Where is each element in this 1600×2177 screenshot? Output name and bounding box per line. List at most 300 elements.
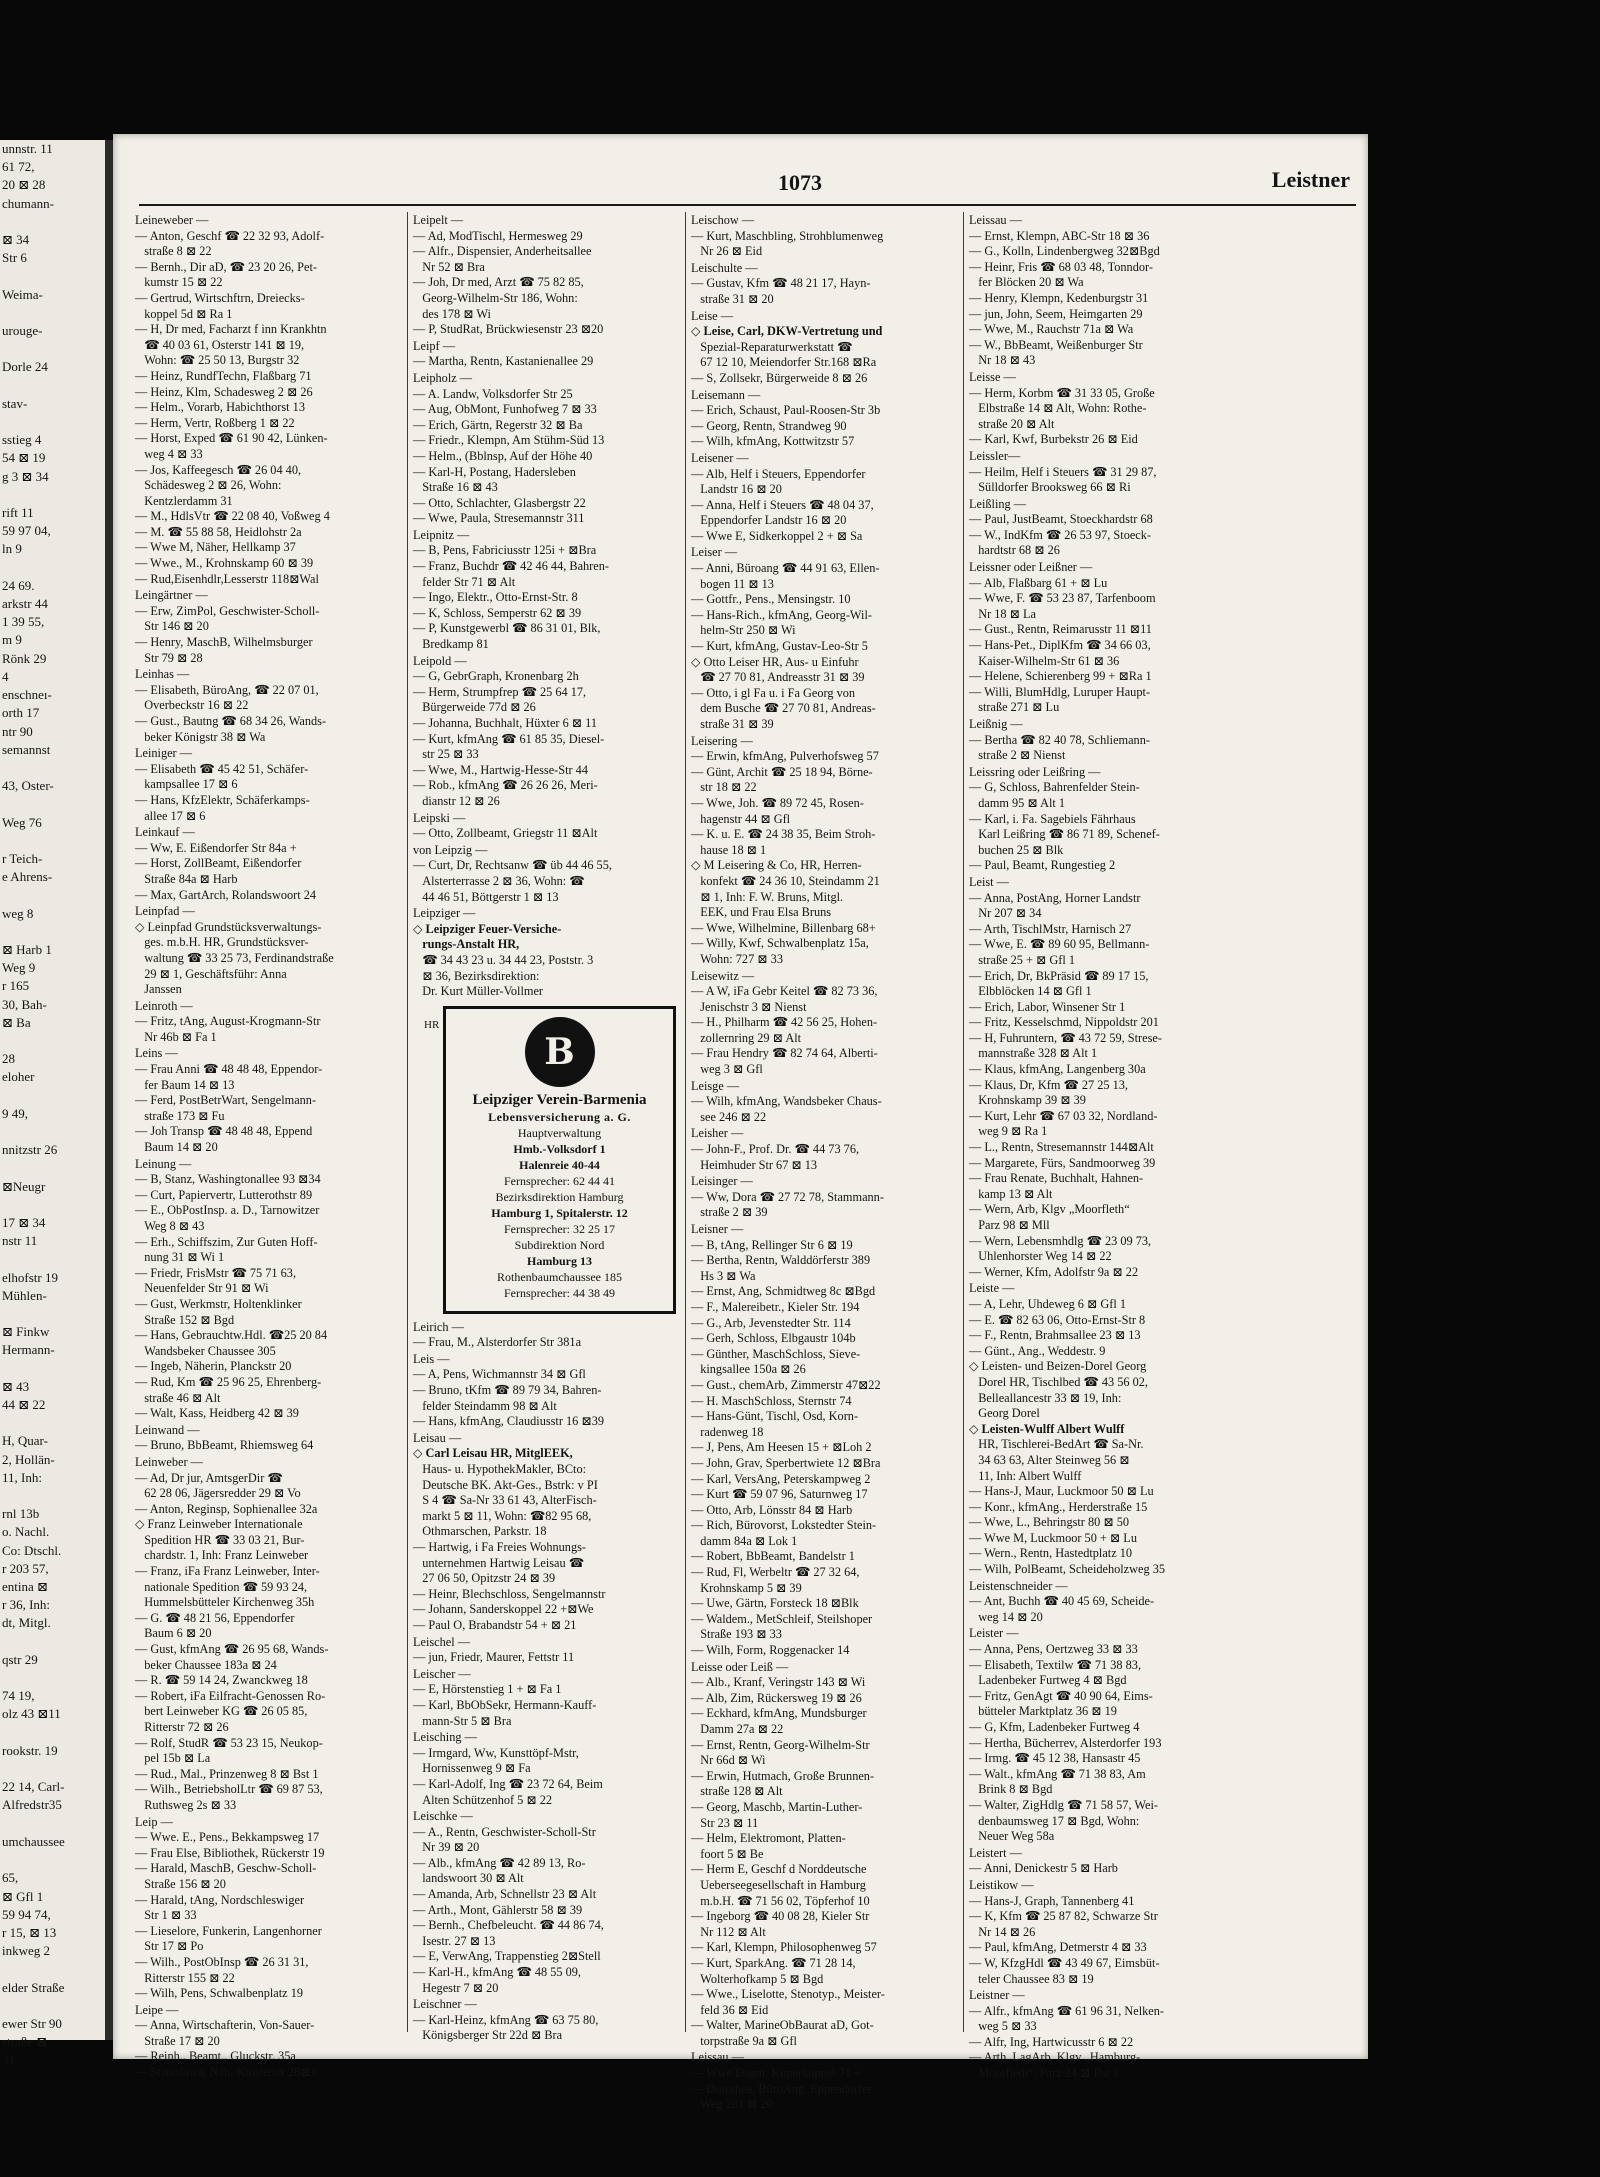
directory-entry: Straße 84a ⊠ Harb: [135, 871, 238, 886]
ad-line: Subdirektion Nord: [514, 1237, 605, 1252]
directory-entry: — R. ☎ 59 14 24, Zwanckweg 18: [135, 1673, 308, 1688]
directory-entry: — Bertha ☎ 82 40 78, Schliemann-: [969, 732, 1150, 747]
directory-entry: — Günt, Archit ☎ 25 18 94, Börne-: [691, 764, 873, 779]
directory-entry: Spezial-Reparaturwerkstatt ☎: [691, 339, 853, 354]
adjacent-page-fragment: [0, 759, 105, 777]
surname-heading: Leißling —: [969, 496, 1027, 511]
directory-entry: Ruthsweg 2s ⊠ 33: [135, 1797, 237, 1812]
directory-entry: des 178 ⊠ Wi: [413, 306, 491, 321]
directory-entry: — Karl-H, Postang, Hadersleben: [413, 464, 576, 479]
directory-entry: ⊠ 1, Inh: F. W. Bruns, Mitgl.: [691, 889, 844, 904]
directory-entry: — Wilh, Form, Roggenacker 14: [691, 1643, 850, 1658]
directory-entry: Weg 8 ⊠ 43: [135, 1219, 205, 1233]
adjacent-page-fragment: [0, 886, 105, 904]
directory-entry: chardstr. 1, Inh: Franz Leinweber: [135, 1548, 309, 1563]
directory-entry: Nr 46b ⊠ Fa 1: [135, 1029, 217, 1044]
directory-entry: mannstraße 328 ⊠ Alt 1: [969, 1046, 1098, 1061]
directory-entry: — S, Zollsekr, Bürgerweide 8 ⊠ 26: [691, 370, 868, 385]
surname-heading: Leisener —: [691, 450, 749, 465]
surname-heading: Leissler—: [969, 448, 1021, 463]
directory-entry: — Günther, MaschSchloss, Sieve-: [691, 1346, 861, 1361]
directory-entry: — Ingeb, Näherin, Planckstr 20: [135, 1359, 292, 1374]
directory-entry: — Elisabeth ☎ 45 42 51, Schäfer-: [135, 761, 309, 776]
directory-entry: Hummelsbütteler Kirchenweg 35h: [135, 1595, 315, 1610]
directory-entry: — Max, GartArch, Rolandswoort 24: [135, 887, 317, 902]
directory-entry: Str 23 ⊠ 11: [691, 1815, 759, 1830]
adjacent-page-fragment: Alfredstr35: [2, 1797, 62, 1813]
directory-entry: Bredkamp 81: [413, 637, 489, 652]
directory-entry: — G, Schloss, Bahrenfelder Stein-: [969, 780, 1140, 795]
directory-entry: kamp 13 ⊠ Alt: [969, 1186, 1053, 1201]
directory-entry: — Eckhard, kfmAng, Mundsburger: [691, 1706, 867, 1721]
directory-entry: ☎ 40 03 61, Osterstr 141 ⊠ 19,: [135, 337, 305, 352]
directory-entry: Georg-Wilhelm-Str 186, Wohn:: [413, 290, 578, 305]
ad-line: Halenreie 40-44: [519, 1157, 600, 1172]
directory-entry: m.b.H. ☎ 71 56 02, Töpferhof 10: [691, 1893, 870, 1908]
page-number: 1073: [778, 170, 822, 195]
directory-entry: — John, Grav, Sperbertwiete 12 ⊠Bra: [691, 1455, 881, 1470]
directory-entry: — Wwe, M., Hartwig-Hesse-Str 44: [413, 762, 588, 777]
directory-entry: — Georg, Rentn, Strandweg 90: [691, 418, 847, 433]
directory-entry: — Karl-Adolf, Ing ☎ 23 72 64, Beim: [413, 1776, 603, 1791]
directory-entry: — Paul O, Brabandstr 54 + ⊠ 21: [413, 1617, 577, 1632]
directory-entry: — Wilh., PostObInsp ☎ 26 31 31,: [135, 1954, 309, 1969]
directory-entry: — Rud., Mal., Prinzenweg 8 ⊠ Bst 1: [135, 1766, 319, 1781]
adjacent-page-fragment: ⊠ Finkw: [2, 1324, 50, 1340]
directory-entry: hagenstr 44 ⊠ Gfl: [691, 811, 791, 826]
surname-heading: Leip —: [135, 1814, 173, 1829]
directory-entry: mann-Str 5 ⊠ Bra: [413, 1713, 512, 1728]
adjacent-page-fragment: umchaussee: [2, 1833, 65, 1849]
directory-entry: felder Str 71 ⊠ Alt: [413, 574, 516, 589]
directory-entry: kingsallee 150a ⊠ 26: [691, 1362, 806, 1377]
directory-entry: — Rud, Km ☎ 25 96 25, Ehrenberg-: [135, 1374, 322, 1389]
directory-entry: — Kurt, kfmAng, Gustav-Leo-Str 5: [691, 639, 868, 654]
directory-entry: — W., IndKfm ☎ 26 53 97, Stoeck-: [969, 527, 1151, 542]
directory-entry: Sülldorfer Brooksweg 66 ⊠ Ri: [969, 480, 1131, 495]
surname-heading: Leinhas —: [135, 667, 190, 682]
directory-entry: 34 63 63, Alter Steinweg 56 ⊠: [969, 1452, 1130, 1467]
adjacent-page-fragment: H, Quar-: [2, 1433, 48, 1449]
adjacent-page-fragment: [0, 1087, 105, 1105]
directory-entry: ☎ 27 70 81, Andreasstr 31 ⊠ 39: [691, 670, 865, 685]
directory-entry: — H. MaschSchloss, Sternstr 74: [691, 1393, 852, 1408]
directory-entry: ◇ Leipziger Feuer-Versiche-: [413, 921, 562, 936]
directory-entry: pel 15b ⊠ La: [135, 1751, 211, 1766]
directory-entry: — Amanda, Arb, Schnellstr 23 ⊠ Alt: [413, 1887, 597, 1902]
directory-entry: — Erh., Schiffszim, Zur Guten Hoff-: [135, 1234, 318, 1249]
directory-entry: — G., Arb, Jevenstedter Str. 114: [691, 1315, 851, 1330]
adjacent-page-fragment: 74 19,: [2, 1688, 35, 1704]
directory-entry: — Kurt, Lehr ☎ 67 03 32, Nordland-: [969, 1108, 1158, 1123]
directory-entry: — Alb, Helf i Steuers, Eppendorfer: [691, 466, 866, 481]
ad-hr-label: HR: [424, 1018, 440, 1031]
directory-entry: — Gust, kfmAng ☎ 26 95 68, Wands-: [135, 1642, 329, 1657]
adjacent-page-fragment: [0, 1669, 105, 1687]
directory-entry: Bürgerweide 77d ⊠ 26: [413, 700, 536, 715]
directory-entry: — Alb, Flaßbarg 61 + ⊠ Lu: [969, 575, 1108, 590]
directory-entry: weg 9 ⊠ Ra 1: [969, 1124, 1048, 1139]
adjacent-page-fragment: entina ⊠: [2, 1579, 48, 1595]
directory-entry: — Stanislawa, Näh, Klosterstr 28⊠1: [135, 2065, 317, 2080]
adjacent-page-fragment: [0, 1487, 105, 1505]
directory-entry: — Ad, Dr jur, AmtsgerDir ☎: [135, 1470, 283, 1485]
adjacent-page-fragment: [0, 1032, 105, 1050]
adjacent-page-fragment: 20 ⊠ 28: [2, 177, 46, 193]
directory-entry: — Robert, iFa Eilfracht-Genossen Ro-: [135, 1688, 326, 1703]
directory-entry: — Anton, Reginsp, Sophienallee 32a: [135, 1501, 318, 1516]
directory-entry: nationale Spedition ☎ 59 93 24,: [135, 1579, 308, 1594]
adjacent-page-fragment: elhofstr 19: [2, 1269, 58, 1285]
directory-entry: — Frau Anni ☎ 48 48 48, Eppendor-: [135, 1062, 323, 1077]
directory-entry: — Wwe, Paula, Stresemannstr 311: [413, 511, 585, 526]
directory-entry: ◇ Leinpfad Grundstücksverwaltungs-: [135, 919, 322, 934]
adjacent-page-fragment: 11, Inh:: [2, 1469, 42, 1485]
directory-entry: — H., Philharm ☎ 42 56 25, Hohen-: [691, 1015, 878, 1030]
directory-entry: — Helm., Vorarb, Habichthorst 13: [135, 400, 305, 415]
surname-heading: Leischow —: [691, 213, 755, 227]
directory-entry: — B, Pens, Fabriciusstr 125i + ⊠Bra: [413, 543, 597, 558]
adjacent-page-fragment: [0, 1851, 105, 1869]
directory-entry: — Anna, Helf i Steuers ☎ 48 04 37,: [691, 497, 874, 512]
directory-entry: weg 14 ⊠ 20: [969, 1609, 1043, 1624]
surname-heading: Leistner —: [969, 1988, 1025, 2003]
directory-entry: foort 5 ⊠ Be: [691, 1846, 764, 1861]
surname-heading: Leins —: [135, 1046, 178, 1061]
directory-entry: — Alb., kfmAng ☎ 42 89 13, Ro-: [413, 1855, 586, 1870]
adjacent-page-fragment: 30, Bah-: [2, 996, 47, 1012]
directory-entry: — Wern, Lebensmhdlg ☎ 23 09 73,: [969, 1233, 1152, 1248]
directory-entry: — Alfr., Dispensier, Anderheitsallee: [413, 244, 592, 259]
directory-entry: — Ww, Dora ☎ 27 72 78, Stammann-: [691, 1189, 884, 1204]
directory-entry: Ritterstr 155 ⊠ 22: [135, 1970, 235, 1985]
directory-entry: — A., Rentn, Geschwister-Scholl-Str: [413, 1824, 596, 1839]
directory-entry: allee 17 ⊠ 6: [135, 808, 206, 823]
directory-entry: — Heinr, Blechschloss, Sengelmannstr: [413, 1586, 606, 1601]
adjacent-page-fragment: [0, 1305, 105, 1323]
directory-entry: — Kurt, kfmAng ☎ 61 85 35, Diesel-: [413, 731, 605, 746]
directory-entry: teler Chaussee 83 ⊠ 19: [969, 1971, 1094, 1986]
directory-entry: Hegestr 7 ⊠ 20: [413, 1980, 499, 1995]
adjacent-page-fragment: Weg 76: [2, 814, 42, 830]
directory-entry: hause 18 ⊠ 1: [691, 842, 767, 857]
directory-entry: — Frau Else, Bibliothek, Rückerstr 19: [135, 1845, 325, 1860]
directory-entry: koppel 5d ⊠ Ra 1: [135, 306, 233, 321]
ad-line: Hmb.-Volksdorf 1: [513, 1141, 606, 1156]
directory-entry: waltung ☎ 33 25 73, Ferdinandstraße: [135, 950, 334, 965]
surname-heading: Leipski —: [413, 810, 466, 825]
directory-entry: — Anni, Büroang ☎ 44 91 63, Ellen-: [691, 561, 880, 576]
directory-entry: — Wwe M, Luckmoor 50 + ⊠ Lu: [969, 1530, 1137, 1545]
directory-entry: straße 2 ⊠ Nienst: [969, 748, 1066, 763]
surname-heading: Leisge —: [691, 1078, 740, 1093]
adjacent-page-fragment: Dorle 24: [2, 359, 48, 375]
adjacent-page-fragment: 44 ⊠ 22: [2, 1397, 46, 1413]
surname-heading: von Leipzig —: [413, 842, 488, 857]
directory-entry: Nr 18 ⊠ La: [969, 606, 1036, 621]
directory-entry: — Erich, Gärtn, Regerstr 32 ⊠ Ba: [413, 417, 583, 432]
ad-line: Fernsprecher: 62 44 41: [504, 1173, 615, 1188]
directory-entry: — Joh Transp ☎ 48 48 48, Eppend: [135, 1124, 313, 1139]
directory-entry: — Jos, Kaffeegesch ☎ 26 04 40,: [135, 462, 302, 477]
directory-entry: — Margarete, Fürs, Sandmoorweg 39: [969, 1155, 1156, 1170]
directory-entry: straße 31 ⊠ 39: [691, 717, 774, 731]
directory-entry: — Alfr., kfmAng ☎ 61 96 31, Nelken-: [969, 2003, 1164, 2018]
directory-entry: Deutsche BK. Akt-Ges., Bstrk: v PI: [413, 1477, 598, 1492]
directory-entry: — E, VerwAng, Trappenstieg 2⊠Stell: [413, 1949, 601, 1964]
adjacent-page-fragment: 17 ⊠ 34: [2, 1214, 46, 1230]
adjacent-page-fragment: [0, 1960, 105, 1978]
directory-entry: Uhlenhorster Weg 14 ⊠ 22: [969, 1249, 1112, 1264]
directory-entry: — Erwin, kfmAng, Pulverhofsweg 57: [691, 749, 879, 764]
directory-entry: HR, Tischlerei-BedArt ☎ Sa-Nr.: [969, 1437, 1144, 1452]
directory-entry: kampsallee 17 ⊠ 6: [135, 777, 238, 792]
adjacent-page-fragment: enschneı-: [2, 687, 52, 703]
directory-entry: — Horst, Exped ☎ 61 90 42, Lünken-: [135, 431, 328, 446]
surname-heading: Leiniger —: [135, 746, 193, 761]
surname-heading: Leisau —: [413, 1430, 462, 1445]
surname-heading: Leistenschneider —: [969, 1578, 1068, 1593]
directory-entry: — F., Rentn, Brahmsallee 23 ⊠ 13: [969, 1328, 1141, 1343]
directory-entry: — jun, Friedr, Maurer, Fettstr 11: [413, 1650, 575, 1665]
adjacent-page-fragment: 28: [2, 1051, 15, 1067]
directory-entry: Nr 18 ⊠ 43: [969, 353, 1036, 368]
directory-entry: — Wilh., BetriebsholLtr ☎ 69 87 53,: [135, 1782, 323, 1797]
column-divider: [685, 212, 686, 2032]
directory-entry: konfekt ☎ 24 36 10, Steindamm 21: [691, 873, 880, 888]
directory-entry: feld 36 ⊠ Eid: [691, 2002, 769, 2017]
directory-entry: — Hans-Pet., DiplKfm ☎ 34 66 03,: [969, 638, 1151, 653]
adjacent-page-fragment: Weima-: [2, 286, 43, 302]
directory-entry: Hornissenweg 9 ⊠ Fa: [413, 1761, 531, 1776]
directory-entry: Spedition HR ☎ 33 03 21, Bur-: [135, 1532, 305, 1547]
directory-entry: — Karl-H., kfmAng ☎ 48 55 09,: [413, 1965, 581, 1980]
directory-entry: — Hans-J, Maur, Luckmoor 50 ⊠ Lu: [969, 1484, 1154, 1499]
directory-entry: Straße 17 ⊠ 20: [135, 2033, 220, 2048]
directory-entry: — Arth, LagArb, Klgv „Hamburg-: [969, 2050, 1141, 2065]
directory-entry: Dr. Kurt Müller-Vollmer: [413, 984, 543, 999]
adjacent-page-fragment: weg 8: [2, 905, 34, 921]
directory-entry: Wohn: ☎ 25 50 13, Burgstr 32: [135, 353, 300, 368]
directory-entry: Haus- u. HypothekMakler, BCto:: [413, 1462, 587, 1477]
adjacent-page-fragment: arkstr 44: [2, 596, 48, 612]
adjacent-page-fragment: 1 39 55,: [2, 614, 45, 630]
surname-heading: Leipnitz —: [413, 527, 470, 542]
directory-entry: — Wilh, PolBeamt, Scheideholzweg 35: [969, 1562, 1165, 1577]
adjacent-page-fragment: [0, 1196, 105, 1214]
directory-entry: — Frau Hendry ☎ 82 74 64, Alberti-: [691, 1046, 878, 1061]
column-3: [691, 212, 958, 2112]
directory-entry: — L., Rentn, Stresemannstr 144⊠Alt: [969, 1140, 1154, 1155]
surname-heading: Leistert —: [969, 1845, 1022, 1860]
directory-entry: ◇ Franz Leinweber Internationale: [135, 1517, 303, 1532]
adjacent-page-fragment: nnitzstr 26: [2, 1142, 58, 1158]
directory-entry: straße 25 + ⊠ Gfl 1: [969, 952, 1076, 967]
directory-entry: — M. ☎ 55 88 58, Heidlohstr 2a: [135, 524, 302, 539]
barmenia-logo-icon: B: [525, 1017, 595, 1087]
directory-entry: — Friedr, FrisMstr ☎ 75 71 63,: [135, 1265, 297, 1280]
directory-entry: — W, KfzgHdl ☎ 43 49 67, Eimsbüt-: [969, 1955, 1160, 1970]
directory-entry: Ueberseegesellschaft in Hamburg: [691, 1877, 866, 1892]
directory-entry: — G., Kolln, Lindenbergweg 32⊠Bgd: [969, 244, 1160, 259]
directory-entry: — Franz, Buchdr ☎ 42 46 44, Bahren-: [413, 559, 609, 574]
directory-entry: zollernring 29 ⊠ Alt: [691, 1030, 802, 1045]
directory-entry: Karl Leißring ☎ 86 71 89, Schenef-: [969, 827, 1160, 842]
directory-entry: — Rolf, StudR ☎ 53 23 15, Neukop-: [135, 1735, 323, 1750]
directory-entry: — Erich, Dr, BkPräsid ☎ 89 17 15,: [969, 968, 1149, 983]
directory-entry: — Aug, ObMont, Funhofweg 7 ⊠ 33: [413, 402, 597, 417]
directory-entry: — Rich, Bürovorst, Lokstedter Stein-: [691, 1518, 877, 1533]
running-head: Leistner: [1271, 167, 1350, 192]
directory-entry: — Karl, Kwf, Burbekstr 26 ⊠ Eid: [969, 432, 1138, 447]
book-gutter: [105, 140, 113, 2040]
adjacent-page-fragment: Rönk 29: [2, 650, 47, 666]
adjacent-page-fragment: [0, 213, 105, 231]
directory-entry: Krohnskamp 39 ⊠ 39: [969, 1093, 1086, 1108]
surname-heading: Leisner —: [691, 1222, 744, 1236]
directory-entry: — Gust, Werkmstr, Holtenklinker: [135, 1296, 302, 1311]
directory-entry: — Otto, Arb, Lönsstr 84 ⊠ Harb: [691, 1502, 853, 1517]
adjacent-page-fragment: urouge-: [2, 323, 43, 339]
directory-entry: — Ernst, Klempn, ABC-Str 18 ⊠ 36: [969, 228, 1150, 243]
directory-entry: straße 173 ⊠ Fu: [135, 1108, 225, 1123]
directory-entry: — Alb., Kranf, Veringstr 143 ⊠ Wi: [691, 1675, 866, 1690]
directory-entry: bert Leinweber KG ☎ 26 05 85,: [135, 1704, 308, 1719]
directory-entry: — Ferd, PostBetrWart, Sengelmann-: [135, 1093, 317, 1108]
directory-entry: — Wilh, kfmAng, Wandsbeker Chaus-: [691, 1094, 882, 1109]
adjacent-page-fragment: e Ahrens-: [2, 869, 53, 885]
directory-entry: — Gertrud, Wirtschftrn, Dreiecks-: [135, 290, 305, 305]
adjacent-page-fragment: olz 43 ⊠11: [2, 1706, 61, 1722]
surname-heading: Leineweber —: [135, 213, 209, 227]
directory-entry: felder Steindamm 98 ⊠ Alt: [413, 1398, 557, 1413]
adjacent-page-fragment: ⊠ Harb 1: [2, 941, 52, 957]
adjacent-page-fragment: qstr 29: [2, 1651, 38, 1667]
adjacent-page-fragment: [0, 340, 105, 358]
directory-entry: — Bernh., Chefbeleucht. ☎ 44 86 74,: [413, 1918, 604, 1933]
directory-entry: Wandsbeker Chaussee 305: [135, 1343, 276, 1358]
adjacent-page-fragment: sstieg 4: [2, 432, 42, 448]
directory-entry: — Willy, Kwf, Schwalbenplatz 15a,: [691, 936, 869, 951]
directory-entry: ◇ Leisten- und Beizen-Dorel Georg: [969, 1359, 1147, 1374]
surname-heading: Leisemann —: [691, 387, 761, 402]
adjacent-page-fragment: 59 94 74,: [2, 1906, 51, 1922]
directory-entry: — Fritz, GenAgt ☎ 40 90 64, Eims-: [969, 1688, 1153, 1703]
column-divider: [963, 212, 964, 2032]
directory-entry: — Elisabeth, Textilw ☎ 71 38 83,: [969, 1657, 1142, 1672]
surname-heading: Leiser —: [691, 545, 738, 560]
directory-entry: — Arth., Mont, Gählerstr 58 ⊠ 39: [413, 1902, 583, 1917]
directory-entry: — Heinr, Fris ☎ 68 03 48, Tonndor-: [969, 259, 1153, 274]
directory-entry: — Otto, i gl Fa u. i Fa Georg von: [691, 685, 856, 700]
directory-entry: str 18 ⊠ 22: [691, 780, 757, 795]
directory-entry: — Wwe, E. ☎ 89 60 95, Bellmann-: [969, 937, 1150, 952]
directory-entry: — Henry, Klempn, Kedenburgstr 31: [969, 290, 1149, 305]
directory-entry: — Anna, PostAng, Horner Landstr: [969, 890, 1141, 905]
directory-entry: — Anna, Pens, Oertzweg 33 ⊠ 33: [969, 1642, 1138, 1657]
directory-entry: — Günt., Ang., Weddestr. 9: [969, 1343, 1106, 1358]
surname-heading: Leis —: [413, 1351, 450, 1366]
directory-entry: landswoort 30 ⊠ Alt: [413, 1871, 524, 1886]
directory-entry: — Waldem., MetSchleif, Steilshoper: [691, 1611, 873, 1626]
directory-entry: — Dorothea, BüroAng, Eppendorfer: [691, 2081, 872, 2096]
adjacent-page-fragment: [0, 377, 105, 395]
directory-entry: — J, Pens, Am Heesen 15 + ⊠Loh 2: [691, 1440, 872, 1455]
directory-entry: Dorel HR, Tischlbed ☎ 43 56 02,: [969, 1374, 1148, 1389]
directory-entry: Nr 112 ⊠ Alt: [691, 1924, 766, 1939]
directory-entry: Othmarschen, Parkstr. 18: [413, 1524, 547, 1539]
surname-heading: Leissau —: [969, 213, 1022, 227]
directory-entry: Baum 14 ⊠ 20: [135, 1140, 218, 1155]
directory-entry: — Walter, ZigHdlg ☎ 71 58 57, Wei-: [969, 1797, 1158, 1812]
directory-entry: — Uwe, Gärtn, Forsteck 18 ⊠Blk: [691, 1596, 859, 1611]
adjacent-page-fragment: 22 14, Carl-: [2, 1779, 65, 1795]
directory-entry: — Wwe, F. ☎ 53 23 87, Tarfenboom: [969, 591, 1156, 606]
directory-entry: — Hartwig, i Fa Freies Wohnungs-: [413, 1540, 586, 1554]
directory-entry: Heimhuder Str 67 ⊠ 13: [691, 1157, 818, 1172]
directory-entry: — Alfr, Ing, Hartwicusstr 6 ⊠ 22: [969, 2034, 1134, 2049]
directory-entry: see 246 ⊠ 22: [691, 1109, 767, 1124]
directory-entry: — Rud, Fl, Werbeltr ☎ 27 32 64,: [691, 1565, 860, 1580]
directory-entry: — Kurt, SparkAng. ☎ 71 28 14,: [691, 1955, 856, 1970]
directory-entry: unternehmen Hartwig Leisau ☎: [413, 1555, 585, 1570]
adjacent-page-fragment: semannst: [2, 741, 51, 757]
adjacent-page-fragment: dt, Mitgl.: [2, 1615, 51, 1631]
surname-heading: Leiste —: [969, 1281, 1015, 1296]
directory-entry: — F., Malereibetr., Kieler Str. 194: [691, 1299, 860, 1314]
adjacent-page-fragment: ⊠ 43: [2, 1378, 30, 1394]
directory-entry: bogen 11 ⊠ 13: [691, 576, 774, 591]
directory-entry: — H, Fuhruntern, ☎ 43 72 59, Strese-: [969, 1030, 1162, 1045]
surname-heading: Leingärtner —: [135, 588, 208, 603]
directory-entry: Jenischstr 3 ⊠ Nienst: [691, 999, 807, 1014]
directory-entry: Hs 3 ⊠ Wa: [691, 1268, 756, 1283]
surname-heading: Leinroth —: [135, 998, 193, 1013]
directory-entry: — Wwe, L., Behringstr 80 ⊠ 50: [969, 1515, 1130, 1530]
directory-entry: — Paul, JustBeamt, Stoeckhardstr 68: [969, 512, 1153, 527]
ad-line: Hauptverwaltung: [517, 1125, 602, 1140]
directory-entry: ◇ M Leisering & Co, HR, Herren-: [691, 858, 862, 873]
adjacent-page-fragment: rift 11: [2, 505, 34, 521]
directory-entry: — Arth, TischlMstr, Harnisch 27: [969, 921, 1132, 936]
surname-heading: Leipholz —: [413, 370, 473, 385]
directory-entry: Nr 39 ⊠ 20: [413, 1840, 480, 1855]
directory-entry: denbaumsweg 17 ⊠ Bgd, Wohn:: [969, 1813, 1140, 1828]
directory-entry: Str 17 ⊠ Po: [135, 1939, 204, 1954]
directory-entry: — Henry, MaschB, Wilhelmsburger: [135, 635, 313, 650]
directory-entry: — Paul, Beamt, Rungestieg 2: [969, 858, 1116, 873]
adjacent-page-fragment: elder Straße: [2, 1979, 65, 1995]
directory-entry: — Helm., (Bblnsp, Auf der Höhe 40: [413, 448, 593, 463]
directory-entry: Parz 98 ⊠ Mll: [969, 1218, 1050, 1232]
directory-entry: — Joh, Dr med, Arzt ☎ 75 82 85,: [413, 275, 584, 290]
directory-entry: — Ingo, Elektr., Otto-Ernst-Str. 8: [413, 590, 578, 605]
adjacent-page-fragment: 61 72,: [2, 159, 35, 175]
directory-entry: Weg 281 ⊠ 20: [691, 2097, 773, 2112]
adjacent-page-fragment: 24 69.: [2, 577, 35, 593]
directory-entry: Ritterstr 72 ⊠ 26: [135, 1720, 229, 1734]
directory-entry: — K, Schloss, Semperstr 62 ⊠ 39: [413, 605, 582, 620]
directory-entry: — Erwin, Hutmach, Große Brunnen-: [691, 1768, 875, 1783]
directory-entry: — Harald, MaschB, Geschw-Scholl-: [135, 1861, 317, 1876]
directory-entry: Wolterhofkamp 5 ⊠ Bgd: [691, 1971, 824, 1986]
adjacent-page-fragment: [0, 267, 105, 285]
directory-entry: Straße 156 ⊠ 20: [135, 1876, 226, 1891]
directory-entry: — H, Dr med, Facharzt f inn Krankhtn: [135, 322, 327, 337]
adjacent-page-fragment: Co: Dtschl.: [2, 1542, 62, 1558]
directory-entry: Georg Dorel: [969, 1406, 1040, 1421]
adjacent-page-fragment: ⊠ Ba: [2, 1014, 31, 1030]
